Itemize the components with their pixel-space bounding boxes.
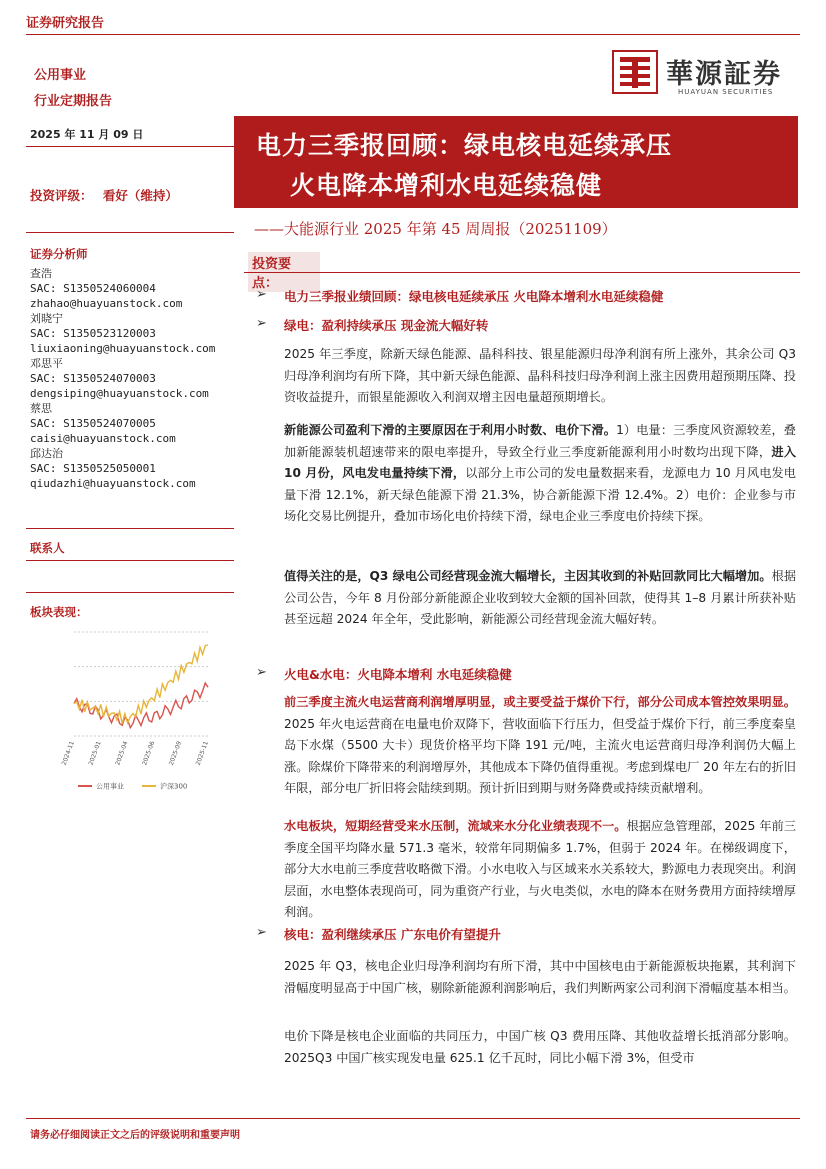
performance-heading: 板块表现： xyxy=(30,605,88,619)
bullet-heading: 核电：盈利继续承压 广东电价有望提升 xyxy=(284,927,501,942)
chart-x-tick: 2025-04 xyxy=(114,740,130,767)
paragraph-emphasis: 前三季度主流火电运营商利润增厚明显，或主要受益于煤价下行，部分公司成本管控效果明显。 xyxy=(284,695,796,709)
title-banner xyxy=(234,116,798,208)
paragraph xyxy=(284,566,796,631)
chart-x-tick: 2025-11 xyxy=(194,740,210,767)
analyst-sac: SAC: S1350524070005 xyxy=(30,417,156,430)
paragraph-emphasis: 进入 10 月份，风电发电量持续下滑， xyxy=(284,444,797,480)
report-kind-label: 行业定期报告 xyxy=(34,94,113,109)
section-divider xyxy=(244,272,800,273)
paragraph-emphasis: 新能源公司盈利下滑的主要原因在于利用小时数、电价下滑。 xyxy=(284,423,617,437)
bullet-arrow-icon: ➢ xyxy=(256,316,267,331)
rating-label: 投资评级： xyxy=(30,188,93,203)
analyst-name: 邱达治 xyxy=(30,447,63,460)
sidebar-divider xyxy=(26,528,234,529)
chart-series-line xyxy=(74,683,208,728)
paragraph: 电价下降是核电企业面临的共同压力，中国广核 Q3 费用压降、其他收益增长抵消部分影响。2025Q3 中国广核实现发电量 625.1 亿千瓦时，同比小幅下滑 3%，但受市 xyxy=(284,1029,796,1065)
company-logo xyxy=(612,50,658,94)
paragraph-emphasis: 值得关注的是，Q3 绿电公司经营现金流大幅增长，主因其收到的补贴回款同比大幅增加。 xyxy=(284,569,772,583)
analyst-email[interactable]: qiudazhi@huayuanstock.com xyxy=(30,477,196,490)
subtitle: ——大能源行业 2025 年第 45 周周报（20251109） xyxy=(254,220,617,238)
bullet-arrow-icon: ➢ xyxy=(256,665,267,680)
paragraph xyxy=(284,420,796,528)
logo-text: 華源証券 xyxy=(666,59,782,90)
sidebar-divider xyxy=(26,560,234,561)
logo-en-text: HUAYUAN SECURITIES xyxy=(678,88,774,96)
bullet-heading: 火电&水电：火电降本增利 水电延续稳健 xyxy=(284,667,512,682)
bullet-heading: 绿电：盈利持续承压 现金流大幅好转 xyxy=(284,318,489,333)
paragraph xyxy=(284,692,796,800)
contact-heading: 联系人 xyxy=(30,541,65,555)
paragraph: 2025 年 Q3，核电企业归母净利润均有所下滑，其中中国核电由于新能源板块拖累，其利润下滑幅度明显高于中国广核，剔除新能源利润影响后，我们判断两家公司利润下滑幅度基本相当。 xyxy=(284,959,796,995)
footer-divider xyxy=(26,1118,800,1119)
sector-label: 公用事业 xyxy=(34,68,87,83)
bullet-arrow-icon: ➢ xyxy=(256,287,267,302)
paragraph-text: 以部分上市公司的发电量数据来看，龙源电力 10 月风电发电量下滑 12.1%，新天绿色能源下滑 21.3%，协合新能源下滑 12.4%。2）电价：企业参与市场化交易比例提升，叠加市场化电价持续下滑，绿电企业三季度电价持续下探。 xyxy=(284,466,796,523)
analyst-name: 查浩 xyxy=(30,267,52,280)
rating xyxy=(30,186,178,204)
paragraph: 2025 年三季度，除新天绿色能源、晶科科技、银星能源归母净利润有所上涨外，其余公司 Q3 归母净利润均有所下降，其中新天绿色能源、晶科科技归母净利润上涨主因费用超预期压降、投资收益提升，而银星能源收入利润双增主因电量超预期增长。 xyxy=(284,347,796,404)
analyst-name: 蔡思 xyxy=(30,402,52,415)
chart-x-tick: 2025-01 xyxy=(87,740,103,767)
bullet-heading: 电力三季报业绩回顾：绿电核电延续承压 火电降本增利水电延续稳健 xyxy=(284,289,664,304)
paragraph-emphasis: 水电板块，短期经营受来水压制，流域来水分化业绩表现不一。 xyxy=(284,819,627,833)
analyst-sac: SAC: S1350525050001 xyxy=(30,462,156,475)
analyst-email[interactable]: liuxiaoning@huayuanstock.com xyxy=(30,342,216,355)
analyst-name: 刘晓宁 xyxy=(30,312,63,325)
report-date: 2025 年 11 月 09 日 xyxy=(30,128,144,141)
paragraph-text: 根据应急管理部，2025 年前三季度全国平均降水量 571.3 毫米，较常年同期偏多 1.7%，但弱于 2024 年。在梯级调度下，部分大水电前三季度营收略微下滑。小水电收入与区域来水关系较大，黔源电力表现突出。利润层面，水电整体表现尚可，同为重资产行业，与火电类似，水电的降本在财务费用方面持续增厚利润。 xyxy=(284,819,797,919)
performance-chart xyxy=(60,626,216,798)
report-type-label: 证券研究报告 xyxy=(26,16,105,31)
title-line-2: 火电降本增利水电延续稳健 xyxy=(290,171,603,200)
chart-x-tick: 2025-06 xyxy=(141,740,157,767)
analyst-email[interactable]: zhahao@huayuanstock.com xyxy=(30,297,183,310)
analyst-sac: SAC: S1350523120003 xyxy=(30,327,156,340)
paragraph xyxy=(284,816,796,924)
analyst-email[interactable]: caisi@huayuanstock.com xyxy=(30,432,176,445)
sidebar-divider xyxy=(26,592,234,593)
title-line-1: 电力三季报回顾：绿电核电延续承压 xyxy=(256,131,673,160)
header-divider xyxy=(26,34,800,35)
analyst-list xyxy=(30,266,235,491)
analyst-sac: SAC: S1350524060004 xyxy=(30,282,156,295)
sidebar-divider xyxy=(26,232,234,233)
chart-legend-label: 公用事业 xyxy=(96,782,124,791)
sidebar-divider xyxy=(26,146,234,147)
rating-value: 看好（维持） xyxy=(102,188,178,203)
section-label: 投资要点： xyxy=(248,252,320,292)
chart-legend-label: 沪深300 xyxy=(160,782,188,791)
analyst-name: 邓思平 xyxy=(30,357,63,370)
footer-disclaimer: 请务必仔细阅读正文之后的评级说明和重要声明 xyxy=(30,1130,240,1141)
analyst-sac: SAC: S1350524070003 xyxy=(30,372,156,385)
analyst-email[interactable]: dengsiping@huayuanstock.com xyxy=(30,387,209,400)
bullet-arrow-icon: ➢ xyxy=(256,925,267,940)
chart-x-tick: 2025-09 xyxy=(167,740,184,767)
paragraph-text: 1）电量：三季度风资源较差，叠加新能源装机超速带来的限电率提升，导致全行业三季度新能源利用小时数均出现下降， xyxy=(284,423,796,459)
analysts-heading: 证券分析师 xyxy=(30,247,88,261)
paragraph-text: 根据公司公告，今年 8 月份部分新能源企业收到较大金额的国补回款，使得其 1–8 月累计所获补贴甚至远超 2024 年全年，受此影响，新能源公司经营现金流大幅好转。 xyxy=(284,569,797,626)
chart-x-tick: 2024-11 xyxy=(60,740,76,767)
paragraph-text: 2025 年火电运营商在电量电价双降下，营收面临下行压力，但受益于煤价下行，前三季度秦皇岛下水煤（5500 大卡）现货价格平均下降 191 元/吨，主流火电运营商归母净利润仍大幅上涨。除煤价下降带来的利润增厚外，其他成本下降仍值得重视。考虑到煤电厂 20 年左右的折旧年限，部分电厂折旧将会陆续到期。预计折旧到期与财务降费或持续贡献增利。 xyxy=(284,716,796,795)
